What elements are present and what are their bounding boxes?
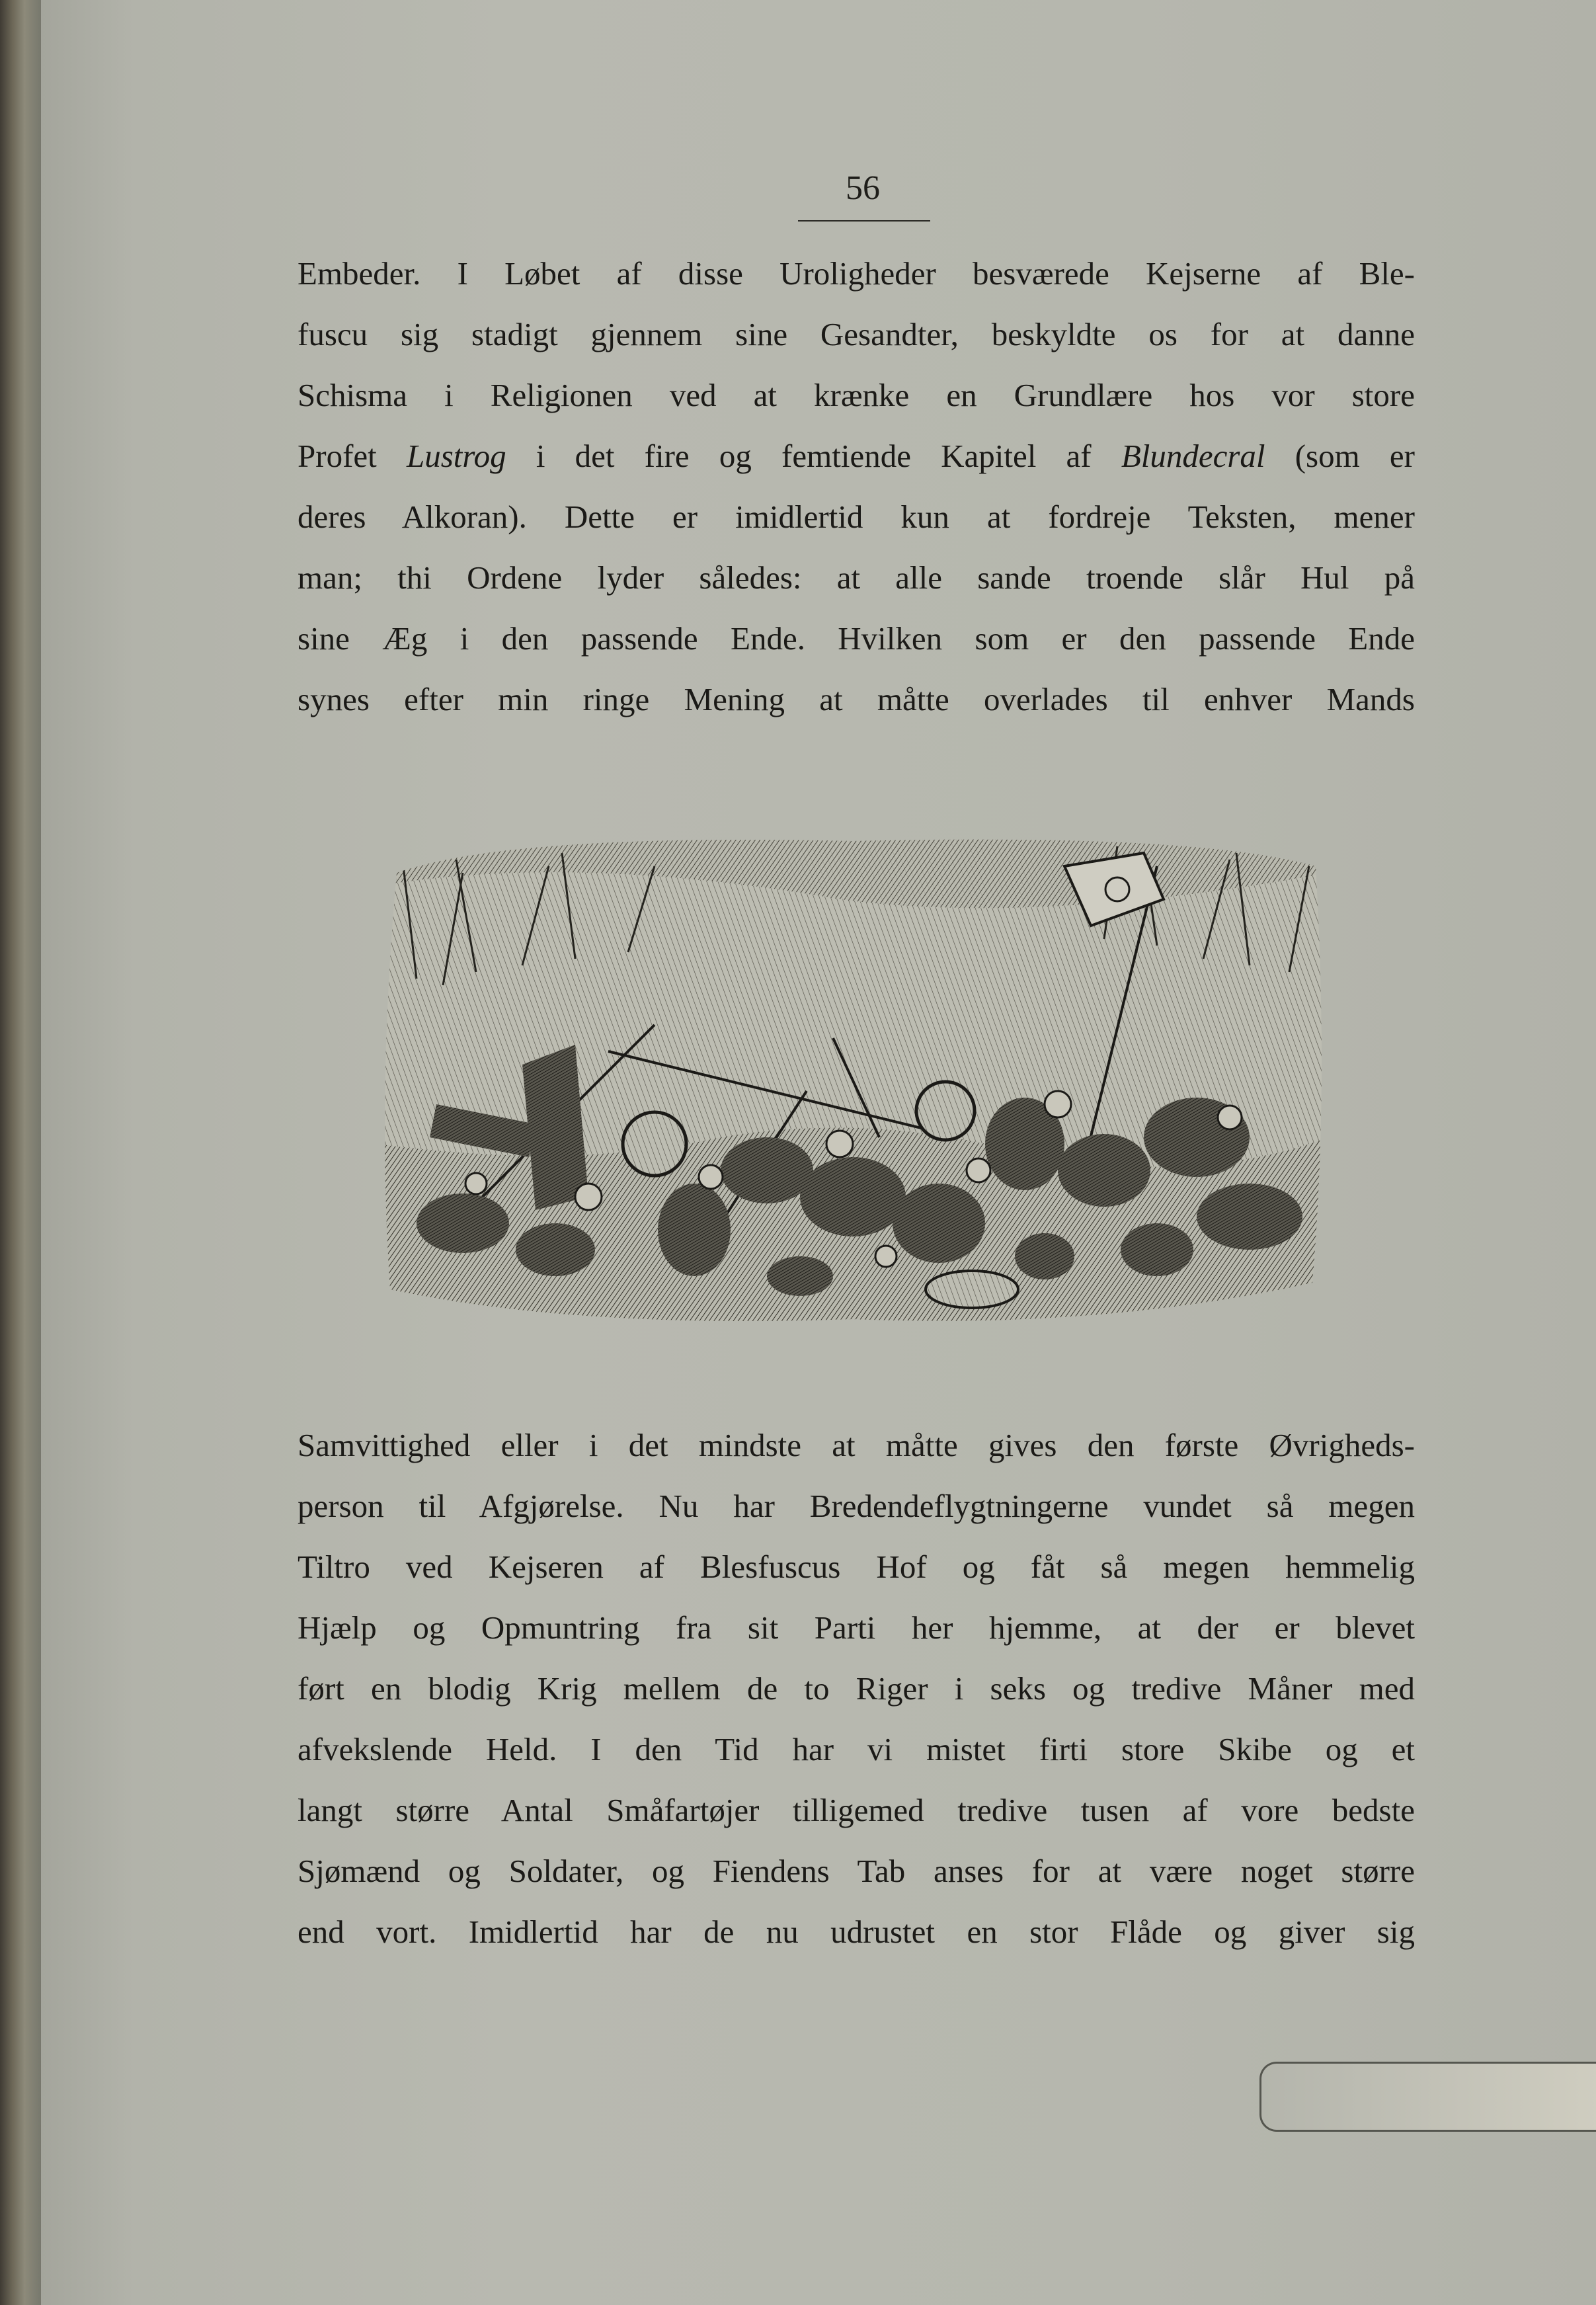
book-binding-edge <box>0 0 41 2305</box>
italic-name-blundecral: Blundecral <box>1121 438 1265 474</box>
text-line: Embeder. I Løbet af disse Uroligheder besværede Kejserne af Ble- <box>298 255 1415 292</box>
battle-illustration <box>377 827 1329 1329</box>
text-line: Sjømænd og Soldater, og Fiendens Tab anses for at være noget større <box>298 1853 1415 1889</box>
page-corner-tab <box>1259 2062 1596 2132</box>
text-line: sine Æg i den passende Ende. Hvilken som er den passende Ende <box>298 620 1415 657</box>
text-line: Samvittighed eller i det mindste at måtte gives den første Øvrigheds- <box>298 1427 1415 1463</box>
text-line <box>298 426 1415 487</box>
text-line: deres Alkoran). Dette er imidlertid kun at fordreje Teksten, mener <box>298 499 1415 535</box>
text-line: Schisma i Religionen ved at krænke en Grundlære hos vor store <box>298 377 1415 413</box>
text-line: fuscu sig stadigt gjennem sine Gesandter, beskyldte os for at danne <box>298 316 1415 352</box>
page-number: 56 <box>846 169 880 207</box>
text-block-bottom <box>298 1415 1415 1962</box>
page-number-rule <box>798 220 930 222</box>
text-line: man; thi Ordene lyder således: at alle sande troende slår Hul på <box>298 559 1415 596</box>
text-run: i det fire og femtiende Kapitel af <box>506 438 1121 474</box>
text-line: synes efter min ringe Mening at måtte overlades til enhver Mands <box>298 681 1415 717</box>
italic-name-lustrog: Lustrog <box>406 438 506 474</box>
text-run: Profet <box>298 438 407 474</box>
text-line: person til Afgjørelse. Nu har Bredendeflygtningerne vundet så megen <box>298 1488 1415 1524</box>
text-line: Tiltro ved Kejseren af Blesfuscus Hof og fåt så megen hemmelig <box>298 1549 1415 1585</box>
text-line: ført en blodig Krig mellem de to Riger i seks og tredive Måner med <box>298 1670 1415 1707</box>
text-line: langt større Antal Småfartøjer tilligemed tredive tusen af vore bedste <box>298 1792 1415 1828</box>
text-line: Hjælp og Opmuntring fra sit Parti her hjemme, at der er blevet <box>298 1609 1415 1646</box>
text-block-top <box>298 243 1415 730</box>
text-line: afvekslende Held. I den Tid har vi mistet firti store Skibe og et <box>298 1731 1415 1767</box>
text-line: end vort. Imidlertid har de nu udrustet en stor Flåde og giver sig <box>298 1914 1415 1950</box>
text-run: (som er <box>1265 438 1415 474</box>
